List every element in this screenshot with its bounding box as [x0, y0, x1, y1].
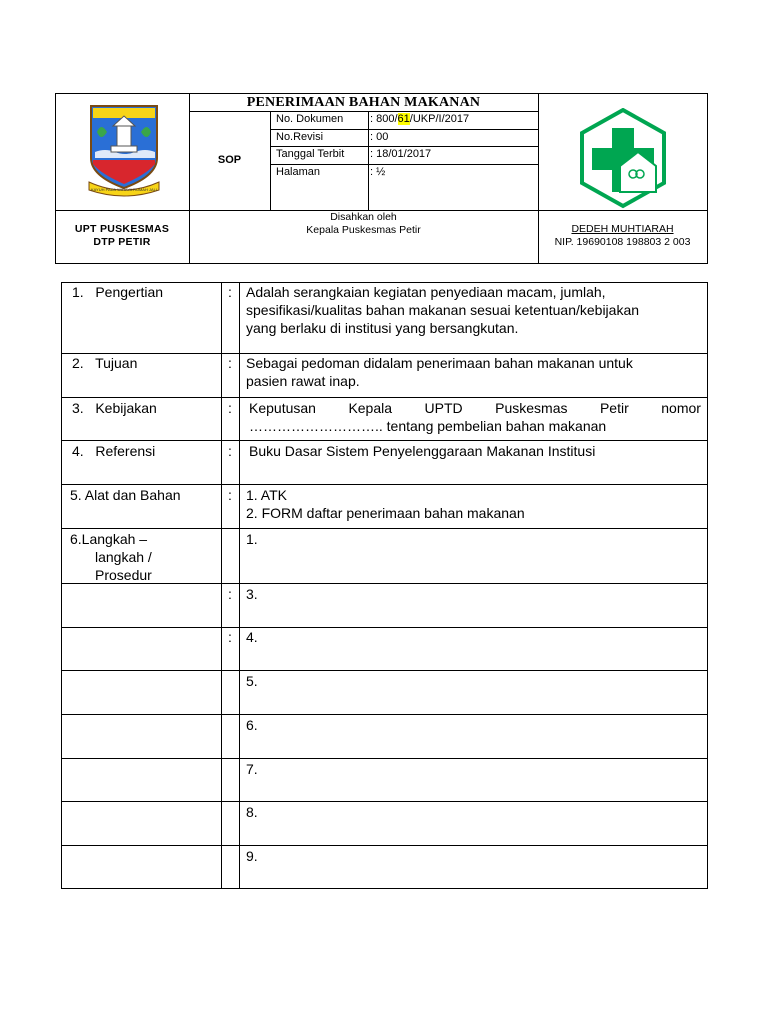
step-1: 1. [246, 531, 258, 547]
row-colon: : [228, 284, 232, 300]
approval-text: Disahkan oleh Kepala Puskesmas Petir [306, 211, 421, 236]
step-7: 7. [246, 761, 258, 777]
document-title: PENERIMAAN BAHAN MAKANAN [246, 95, 481, 110]
justified-line: Keputusan Kepala UPTD Puskesmas Petir nomor [249, 400, 701, 416]
meta-value-issue-date: : 18/01/2017 [370, 148, 432, 160]
row-colon: : [228, 355, 232, 371]
row-colon: : [228, 443, 232, 459]
svg-text:KAYUH PADA WIRAYA RUMAH JALI: KAYUH PADA WIRAYA RUMAH JALI [91, 187, 157, 192]
step-8: 8. [246, 804, 258, 820]
row-colon: : [228, 586, 232, 602]
signer-nip: NIP. 19690108 198803 2 003 [554, 236, 691, 248]
meta-label-issue-date: Tanggal Terbit [276, 148, 345, 160]
row-content-alat-bahan: 1. ATK 2. FORM daftar penerimaan bahan makanan [246, 487, 525, 521]
meta-value-page: : ½ [370, 166, 386, 178]
signer-block [538, 223, 707, 249]
row-label-alat-bahan: 5. Alat dan Bahan [70, 487, 181, 503]
puskesmas-logo [580, 108, 666, 210]
meta-value-doc-number: : 800/61/UKP/I/2017 [370, 113, 470, 125]
row-content-tujuan: Sebagai pedoman didalam penerimaan bahan makanan untuk pasien rawat inap. [246, 355, 633, 389]
row-label-prosedur: 6.Langkah – langkah / Prosedur [70, 531, 152, 583]
step-5: 5. [246, 673, 258, 689]
row-label-referensi: 4. Referensi [72, 443, 156, 459]
regency-crest-logo [85, 102, 163, 200]
signer-name: DEDEH MUHTIARAH [571, 223, 674, 235]
row-colon: : [228, 487, 232, 503]
step-4: 4. [246, 629, 258, 645]
step-9: 9. [246, 848, 258, 864]
row-colon: : [228, 400, 232, 416]
step-6: 6. [246, 717, 258, 733]
row-content-kebijakan: Keputusan Kepala UPTD Puskesmas Petir nomor ……………………….. tentang pembelian bahan makanan [249, 400, 701, 434]
row-label-kebijakan: 3. Kebijakan [72, 400, 157, 416]
sop-label: SOP [217, 154, 242, 166]
meta-label-doc-number: No. Dokumen [276, 113, 344, 125]
step-3: 3. [246, 586, 258, 602]
meta-value-revision: : 00 [370, 131, 389, 143]
meta-label-page: Halaman [276, 166, 321, 178]
meta-label-revision: No.Revisi [276, 131, 324, 143]
row-label-pengertian: 1. Pengertian [72, 284, 164, 300]
row-content-pengertian: Adalah serangkaian kegiatan penyediaan macam, jumlah, spesifikasi/kualitas bahan makanan sesuai ketentuan/kebijakan yang berlaku di institusi yang bersangkutan. [246, 284, 640, 336]
highlighted-number: 61 [397, 113, 410, 125]
row-content-referensi: Buku Dasar Sistem Penyelenggaraan Makanan Institusi [249, 443, 596, 459]
org-name: UPT PUSKESMAS DTP PETIR [74, 223, 170, 248]
row-colon: : [228, 629, 232, 645]
row-label-tujuan: 2. Tujuan [72, 355, 138, 371]
